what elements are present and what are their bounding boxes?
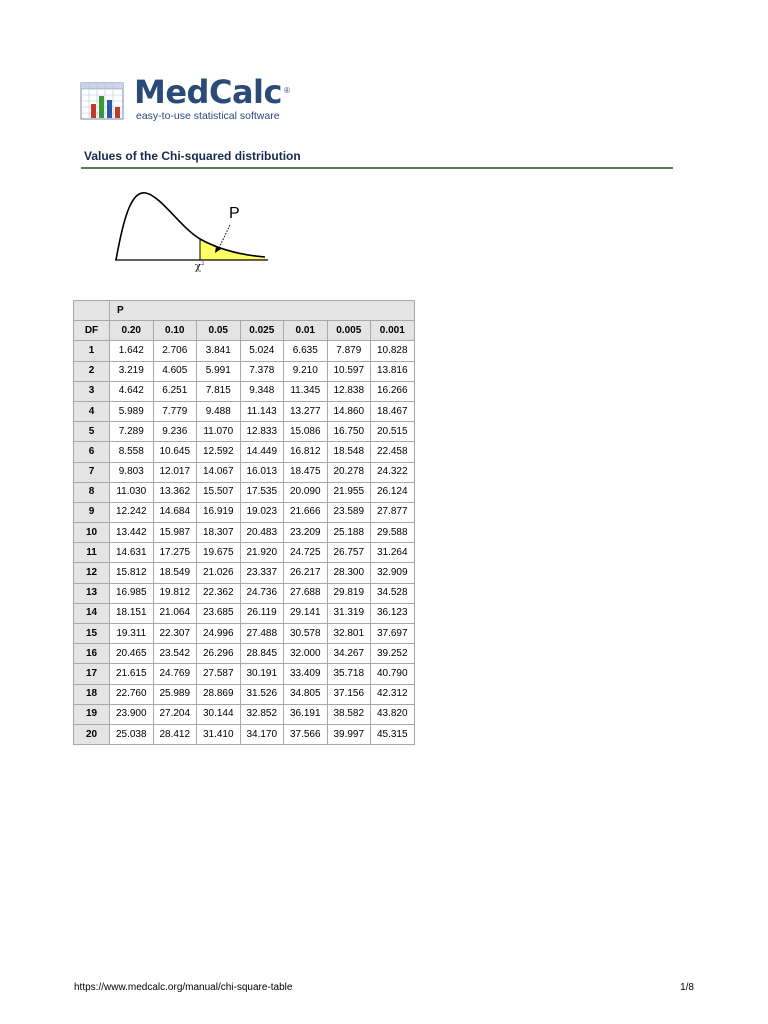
density-curve: [116, 193, 265, 260]
table-value-cell: 20.090: [284, 482, 328, 502]
table-value-cell: 6.635: [284, 341, 328, 361]
table-value-cell: 2.706: [153, 341, 197, 361]
table-value-cell: 33.409: [284, 664, 328, 684]
table-value-cell: 12.833: [240, 422, 284, 442]
table-value-cell: 28.412: [153, 724, 197, 744]
table-value-cell: 16.266: [371, 381, 415, 401]
table-value-cell: 9.803: [110, 462, 154, 482]
table-value-cell: 24.322: [371, 462, 415, 482]
table-df-cell: 15: [74, 624, 110, 644]
footer-page-number: 1/8: [680, 982, 694, 993]
table-row: [74, 401, 415, 421]
table-row: [74, 583, 415, 603]
table-value-cell: 40.790: [371, 664, 415, 684]
table-value-cell: 23.209: [284, 523, 328, 543]
table-value-cell: 16.919: [197, 502, 241, 522]
table-row: [74, 543, 415, 563]
table-value-cell: 3.841: [197, 341, 241, 361]
table-p-header: P: [110, 301, 415, 321]
table-value-cell: 5.991: [197, 361, 241, 381]
table-value-cell: 7.779: [153, 401, 197, 421]
table-value-cell: 22.760: [110, 684, 154, 704]
table-value-cell: 12.017: [153, 462, 197, 482]
table-value-cell: 31.410: [197, 724, 241, 744]
table-value-cell: 21.615: [110, 664, 154, 684]
p-pointer-arrow: [218, 225, 230, 250]
chi-superscript: 2: [201, 261, 205, 267]
table-value-cell: 37.697: [371, 624, 415, 644]
table-value-cell: 26.217: [284, 563, 328, 583]
table-value-cell: 36.123: [371, 603, 415, 623]
table-value-cell: 43.820: [371, 704, 415, 724]
table-df-cell: 8: [74, 482, 110, 502]
diagram-label-p: P: [229, 205, 240, 222]
table-df-cell: 4: [74, 401, 110, 421]
table-value-cell: 23.685: [197, 603, 241, 623]
table-value-cell: 37.566: [284, 724, 328, 744]
table-value-cell: 32.801: [327, 624, 371, 644]
table-value-cell: 5.989: [110, 401, 154, 421]
table-row: [74, 361, 415, 381]
table-value-cell: 25.989: [153, 684, 197, 704]
table-row: [74, 704, 415, 724]
table-value-cell: 42.312: [371, 684, 415, 704]
table-value-cell: 24.996: [197, 624, 241, 644]
table-value-cell: 12.242: [110, 502, 154, 522]
table-row: [74, 603, 415, 623]
table-value-cell: 17.535: [240, 482, 284, 502]
table-df-cell: 18: [74, 684, 110, 704]
table-df-cell: 9: [74, 502, 110, 522]
table-value-cell: 9.236: [153, 422, 197, 442]
table-value-cell: 4.605: [153, 361, 197, 381]
table-value-cell: 10.828: [371, 341, 415, 361]
table-value-cell: 1.642: [110, 341, 154, 361]
table-value-cell: 32.909: [371, 563, 415, 583]
table-value-cell: 28.300: [327, 563, 371, 583]
table-value-cell: 19.311: [110, 624, 154, 644]
table-value-cell: 12.592: [197, 442, 241, 462]
table-df-cell: 19: [74, 704, 110, 724]
tail-area-shading: [200, 239, 265, 260]
table-df-header: DF: [74, 321, 110, 341]
table-value-cell: 22.458: [371, 442, 415, 462]
title-divider: [81, 167, 673, 169]
table-value-cell: 21.920: [240, 543, 284, 563]
table-value-cell: 13.277: [284, 401, 328, 421]
chi-squared-table: [73, 300, 415, 745]
table-value-cell: 23.337: [240, 563, 284, 583]
table-value-cell: 15.812: [110, 563, 154, 583]
table-row: [74, 462, 415, 482]
table-value-cell: 32.000: [284, 644, 328, 664]
table-value-cell: 30.191: [240, 664, 284, 684]
chi-symbol: χ: [195, 261, 202, 273]
table-value-cell: 38.582: [327, 704, 371, 724]
table-value-cell: 34.805: [284, 684, 328, 704]
table-value-cell: 13.442: [110, 523, 154, 543]
table-value-cell: 26.296: [197, 644, 241, 664]
table-value-cell: 27.488: [240, 624, 284, 644]
diagram-label-chi-squared: [195, 262, 204, 272]
table-df-cell: 7: [74, 462, 110, 482]
table-row: [74, 644, 415, 664]
table-value-cell: 20.465: [110, 644, 154, 664]
table-value-cell: 11.070: [197, 422, 241, 442]
table-row: [74, 523, 415, 543]
chi-squared-distribution-diagram: [110, 185, 275, 280]
table-value-cell: 16.013: [240, 462, 284, 482]
table-value-cell: 19.812: [153, 583, 197, 603]
table-value-cell: 21.666: [284, 502, 328, 522]
table-value-cell: 18.475: [284, 462, 328, 482]
table-df-cell: 11: [74, 543, 110, 563]
table-row: [74, 624, 415, 644]
table-value-cell: 28.869: [197, 684, 241, 704]
table-row: [74, 563, 415, 583]
table-value-cell: 30.144: [197, 704, 241, 724]
table-value-cell: 13.816: [371, 361, 415, 381]
table-column-header: 0.01: [284, 321, 328, 341]
table-value-cell: 23.900: [110, 704, 154, 724]
table-value-cell: 13.362: [153, 482, 197, 502]
table-df-cell: 6: [74, 442, 110, 462]
table-value-cell: 22.362: [197, 583, 241, 603]
table-value-cell: 25.038: [110, 724, 154, 744]
table-value-cell: 19.023: [240, 502, 284, 522]
table-value-cell: 8.558: [110, 442, 154, 462]
table-value-cell: 11.030: [110, 482, 154, 502]
table-value-cell: 31.264: [371, 543, 415, 563]
medcalc-logo: [80, 73, 330, 128]
table-value-cell: 22.307: [153, 624, 197, 644]
table-value-cell: 14.684: [153, 502, 197, 522]
table-value-cell: 18.151: [110, 603, 154, 623]
table-value-cell: 20.483: [240, 523, 284, 543]
table-value-cell: 24.736: [240, 583, 284, 603]
table-row: [74, 422, 415, 442]
table-value-cell: 34.170: [240, 724, 284, 744]
table-value-cell: 11.345: [284, 381, 328, 401]
table-value-cell: 31.319: [327, 603, 371, 623]
table-column-header-row: [74, 321, 415, 341]
table-df-cell: 14: [74, 603, 110, 623]
table-value-cell: 12.838: [327, 381, 371, 401]
table-value-cell: 27.688: [284, 583, 328, 603]
table-value-cell: 32.852: [240, 704, 284, 724]
table-column-header: 0.025: [240, 321, 284, 341]
table-value-cell: 9.210: [284, 361, 328, 381]
table-value-cell: 9.348: [240, 381, 284, 401]
table-value-cell: 7.879: [327, 341, 371, 361]
logo-name: MedCalc: [134, 73, 282, 111]
table-row: [74, 482, 415, 502]
table-df-cell: 5: [74, 422, 110, 442]
table-df-cell: 20: [74, 724, 110, 744]
table-value-cell: 16.750: [327, 422, 371, 442]
table-value-cell: 21.955: [327, 482, 371, 502]
table-row: [74, 341, 415, 361]
table-row: [74, 724, 415, 744]
table-column-header: 0.001: [371, 321, 415, 341]
table-value-cell: 26.119: [240, 603, 284, 623]
table-corner-cell: [74, 301, 110, 321]
table-value-cell: 10.597: [327, 361, 371, 381]
table-value-cell: 28.845: [240, 644, 284, 664]
table-row: [74, 381, 415, 401]
table-value-cell: 35.718: [327, 664, 371, 684]
table-column-header: 0.005: [327, 321, 371, 341]
table-value-cell: 19.675: [197, 543, 241, 563]
table-value-cell: 21.026: [197, 563, 241, 583]
table-row: [74, 502, 415, 522]
table-value-cell: 20.515: [371, 422, 415, 442]
table-value-cell: 11.143: [240, 401, 284, 421]
table-value-cell: 14.449: [240, 442, 284, 462]
table-value-cell: 18.549: [153, 563, 197, 583]
table-value-cell: 5.024: [240, 341, 284, 361]
table-value-cell: 21.064: [153, 603, 197, 623]
table-value-cell: 27.204: [153, 704, 197, 724]
table-df-cell: 2: [74, 361, 110, 381]
table-body: [74, 341, 415, 745]
table-value-cell: 7.378: [240, 361, 284, 381]
table-value-cell: 23.542: [153, 644, 197, 664]
table-value-cell: 18.307: [197, 523, 241, 543]
table-value-cell: 14.860: [327, 401, 371, 421]
table-value-cell: 24.725: [284, 543, 328, 563]
table-value-cell: 27.877: [371, 502, 415, 522]
table-value-cell: 36.191: [284, 704, 328, 724]
table-value-cell: 7.289: [110, 422, 154, 442]
table-df-cell: 10: [74, 523, 110, 543]
page-title: Values of the Chi-squared distribution: [84, 149, 301, 163]
table-value-cell: 18.548: [327, 442, 371, 462]
footer-url: https://www.medcalc.org/manual/chi-square-table: [74, 982, 293, 993]
table-value-cell: 6.251: [153, 381, 197, 401]
table-value-cell: 34.528: [371, 583, 415, 603]
table-column-header: 0.10: [153, 321, 197, 341]
table-value-cell: 39.997: [327, 724, 371, 744]
table-df-cell: 16: [74, 644, 110, 664]
table-value-cell: 15.987: [153, 523, 197, 543]
table-value-cell: 29.819: [327, 583, 371, 603]
table-value-cell: 14.631: [110, 543, 154, 563]
table-value-cell: 15.507: [197, 482, 241, 502]
table-value-cell: 20.278: [327, 462, 371, 482]
table-value-cell: 39.252: [371, 644, 415, 664]
table-value-cell: 34.267: [327, 644, 371, 664]
table-value-cell: 4.642: [110, 381, 154, 401]
logo-registered-mark: ®: [284, 86, 290, 95]
table-df-cell: 17: [74, 664, 110, 684]
table-value-cell: 3.219: [110, 361, 154, 381]
table-value-cell: 29.588: [371, 523, 415, 543]
spreadsheet-chart-icon: [80, 82, 124, 120]
table-df-cell: 13: [74, 583, 110, 603]
table-value-cell: 15.086: [284, 422, 328, 442]
table-value-cell: 31.526: [240, 684, 284, 704]
table-value-cell: 24.769: [153, 664, 197, 684]
table-df-cell: 1: [74, 341, 110, 361]
table-value-cell: 16.812: [284, 442, 328, 462]
table-column-header: 0.05: [197, 321, 241, 341]
table-value-cell: 18.467: [371, 401, 415, 421]
table-column-header: 0.20: [110, 321, 154, 341]
table-value-cell: 26.757: [327, 543, 371, 563]
table-df-cell: 3: [74, 381, 110, 401]
table-value-cell: 9.488: [197, 401, 241, 421]
table-value-cell: 10.645: [153, 442, 197, 462]
table-row: [74, 664, 415, 684]
table-value-cell: 27.587: [197, 664, 241, 684]
table-value-cell: 26.124: [371, 482, 415, 502]
table-p-header-row: [74, 301, 415, 321]
table-value-cell: 37.156: [327, 684, 371, 704]
logo-tagline: easy-to-use statistical software: [136, 110, 280, 122]
table-value-cell: 17.275: [153, 543, 197, 563]
table-value-cell: 30.578: [284, 624, 328, 644]
table-df-cell: 12: [74, 563, 110, 583]
table-value-cell: 25.188: [327, 523, 371, 543]
table-row: [74, 684, 415, 704]
table-value-cell: 7.815: [197, 381, 241, 401]
table-value-cell: 16.985: [110, 583, 154, 603]
table-row: [74, 442, 415, 462]
table-value-cell: 14.067: [197, 462, 241, 482]
table-value-cell: 23.589: [327, 502, 371, 522]
table-value-cell: 29.141: [284, 603, 328, 623]
table-value-cell: 45.315: [371, 724, 415, 744]
